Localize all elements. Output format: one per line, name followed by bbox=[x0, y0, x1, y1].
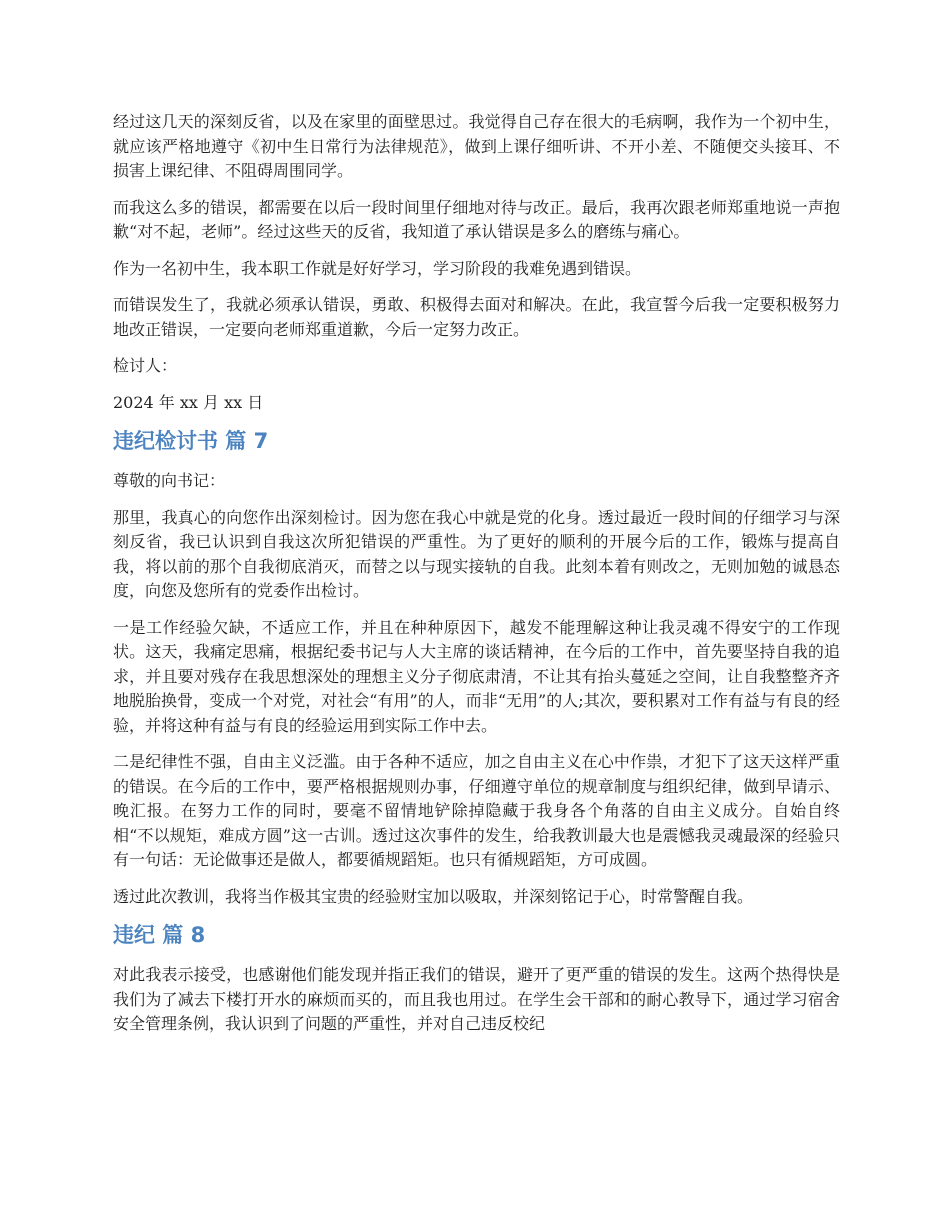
paragraph: 一是工作经验欠缺，不适应工作，并且在种种原因下，越发不能理解这种让我灵魂不得安宁的工作现状。这天，我痛定思痛，根据纪委书记与人大主席的谈话精神，在今后的工作中，首先要坚持自我的追求，并且要对残存在我思想深处的理想主义分子彻底肃清，不让其有抬头蔓延之空间，让自我整整齐齐地脱胎换骨，变成一个对党，对社会“有用”的人，而非“无用”的人;其次，要积累对工作有益与有良的经验，并将这种有益与有良的经验运用到实际工作中去。 bbox=[113, 617, 840, 735]
paragraph: 对此我表示接受，也感谢他们能发现并指正我们的错误，避开了更严重的错误的发生。这两个热得快是我们为了减去下楼打开水的麻烦而买的，而且我也用过。在学生会干部和的耐心教导下，通过学习宿舍安全管理条例，我认识到了问题的严重性，并对自己违反校纪 bbox=[113, 965, 840, 1033]
paragraph: 作为一名初中生，我本职工作就是好好学习，学习阶段的我难免遇到错误。 bbox=[113, 258, 642, 278]
salutation: 尊敬的向书记： bbox=[113, 471, 226, 490]
paragraph: 透过此次教训，我将当作极其宝贵的经验财宝加以吸取，并深刻铭记于心，时常警醒自我。 bbox=[113, 886, 754, 906]
signature-label: 检讨人： bbox=[113, 356, 178, 375]
paragraph: 而我这么多的错误，都需要在以后一段时间里仔细地对待与改正。最后，我再次跟老师郑重地说一声抱歉“对不起，老师”。经过这些天的反省，我知道了承认错误是多么的磨练与痛心。 bbox=[113, 197, 840, 241]
date-line: 2024 年 xx 月 xx 日 bbox=[113, 392, 264, 412]
paragraph: 而错误发生了，我就必须承认错误，勇敢、积极得去面对和解决。在此，我宣誓今后我一定要积极努力地改正错误，一定要向老师郑重道歉，今后一定努力改正。 bbox=[113, 295, 840, 339]
section-heading-8: 违纪 篇 8 bbox=[113, 923, 206, 947]
section-heading-7: 违纪检讨书 篇 7 bbox=[113, 429, 269, 453]
document-page bbox=[113, 110, 840, 1049]
paragraph: 那里，我真心的向您作出深刻检讨。因为您在我心中就是党的化身。透过最近一段时间的仔细学习与深刻反省，我已认识到自我这次所犯错误的严重性。为了更好的顺利的开展今后的工作，锻炼与提高自我，将以前的那个自我彻底消灭，而替之以与现实接轨的自我。此刻本着有则改之，无则加勉的诚恳态度，向您及您所有的党委作出检讨。 bbox=[113, 507, 840, 600]
paragraph: 经过这几天的深刻反省，以及在家里的面壁思过。我觉得自己存在很大的毛病啊，我作为一个初中生，就应该严格地遵守《初中生日常行为法律规范》，做到上课仔细听讲、不开小差、不随便交头接耳、不损害上课纪律、不阻碍周围同学。 bbox=[113, 112, 840, 180]
paragraph: 二是纪律性不强，自由主义泛滥。由于各种不适应，加之自由主义在心中作祟，才犯下了这天这样严重的错误。在今后的工作中，要严格根据规则办事，仔细遵守单位的规章制度与组织纪律，做到早请示、晚汇报。在努力工作的同时，要毫不留情地铲除掉隐藏于我身各个角落的自由主义成分。自始自终相“不以规矩，难成方圆”这一古训。透过这次事件的发生，给我教训最大也是震憾我灵魂最深的经验只有一句话：无论做事还是做人，都要循规蹈矩。也只有循规蹈矩，方可成圆。 bbox=[113, 752, 840, 869]
